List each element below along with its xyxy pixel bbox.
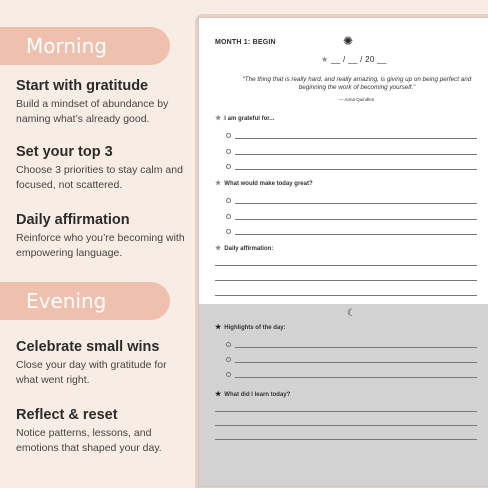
section-gratitude (16, 78, 186, 126)
section-top3 (16, 144, 186, 192)
circle-bullet-icon (226, 214, 231, 219)
section-desc: Close your day with gratitude for what went right. (16, 359, 167, 386)
write-line[interactable] (235, 203, 477, 204)
write-line[interactable] (215, 280, 477, 281)
sun-icon: ✺ (343, 34, 354, 48)
section-title: Set your top 3 (16, 144, 113, 160)
circle-bullet-icon (226, 133, 231, 138)
circle-bullet-icon (226, 372, 231, 377)
star-icon: ★ (215, 115, 222, 122)
write-line[interactable] (235, 154, 477, 155)
circle-bullet-icon (226, 149, 231, 154)
write-line[interactable] (235, 138, 477, 139)
heading-text: What would make today great? (224, 181, 313, 187)
section-title: Reflect & reset (16, 407, 118, 423)
write-line[interactable] (235, 377, 477, 378)
section-desc: Choose 3 priorities to stay calm and focused, not scattered. (16, 164, 183, 191)
write-line[interactable] (235, 347, 477, 348)
write-line[interactable] (215, 439, 477, 440)
evening-label-pill (0, 282, 170, 320)
circle-bullet-icon (226, 198, 231, 203)
section-small-wins (16, 339, 186, 387)
circle-bullet-icon (226, 164, 231, 169)
evening-label: Evening (26, 289, 107, 313)
moon-icon: ☾ (347, 308, 356, 319)
quote: “The thing that is really hard, and really amazing, is giving up on being perfect and beginning the work of becoming yourself.” (242, 76, 472, 91)
morning-label: Morning (26, 34, 107, 58)
write-line[interactable] (235, 219, 477, 220)
morning-label-pill (0, 27, 170, 65)
heading-text: Highlights of the day: (224, 325, 286, 331)
star-icon: ★ (215, 245, 222, 252)
quote-author: — Anna Quindlen (339, 97, 375, 102)
section-reflect (16, 407, 186, 455)
planner-page (198, 17, 488, 487)
great-heading (215, 179, 313, 187)
write-line[interactable] (235, 234, 477, 235)
section-desc: Build a mindset of abundance by naming what’s already good. (16, 98, 169, 125)
write-line[interactable] (235, 169, 477, 170)
section-desc: Reinforce who you’re becoming with empowering language. (16, 232, 185, 259)
section-desc: Notice patterns, lessons, and emotions that shaped your day. (16, 427, 162, 454)
star-icon: ★ (215, 180, 222, 187)
write-line[interactable] (215, 295, 477, 296)
heading-text: Daily affirmation: (224, 246, 274, 252)
section-title: Celebrate small wins (16, 339, 160, 355)
month-label: MONTH 1: BEGIN (215, 39, 276, 46)
star-icon: ★ (215, 324, 222, 331)
write-line[interactable] (215, 425, 477, 426)
write-line[interactable] (215, 411, 477, 412)
grateful-heading (215, 114, 274, 122)
star-icon: ★ (215, 391, 222, 398)
section-affirmation (16, 212, 186, 260)
section-title: Start with gratitude (16, 78, 149, 94)
date-template: __ / __ / 20 __ (331, 55, 387, 64)
circle-bullet-icon (226, 229, 231, 234)
write-line[interactable] (215, 265, 477, 266)
circle-bullet-icon (226, 357, 231, 362)
heading-text: I am grateful for... (224, 116, 275, 122)
date-field: ★ __ / __ / 20 __ (321, 55, 387, 64)
heading-text: What did I learn today? (224, 392, 291, 398)
write-line[interactable] (235, 362, 477, 363)
affirmation-heading (215, 244, 273, 252)
learn-heading (215, 390, 290, 398)
highlights-heading (215, 323, 286, 331)
section-title: Daily affirmation (16, 212, 130, 228)
circle-bullet-icon (226, 342, 231, 347)
